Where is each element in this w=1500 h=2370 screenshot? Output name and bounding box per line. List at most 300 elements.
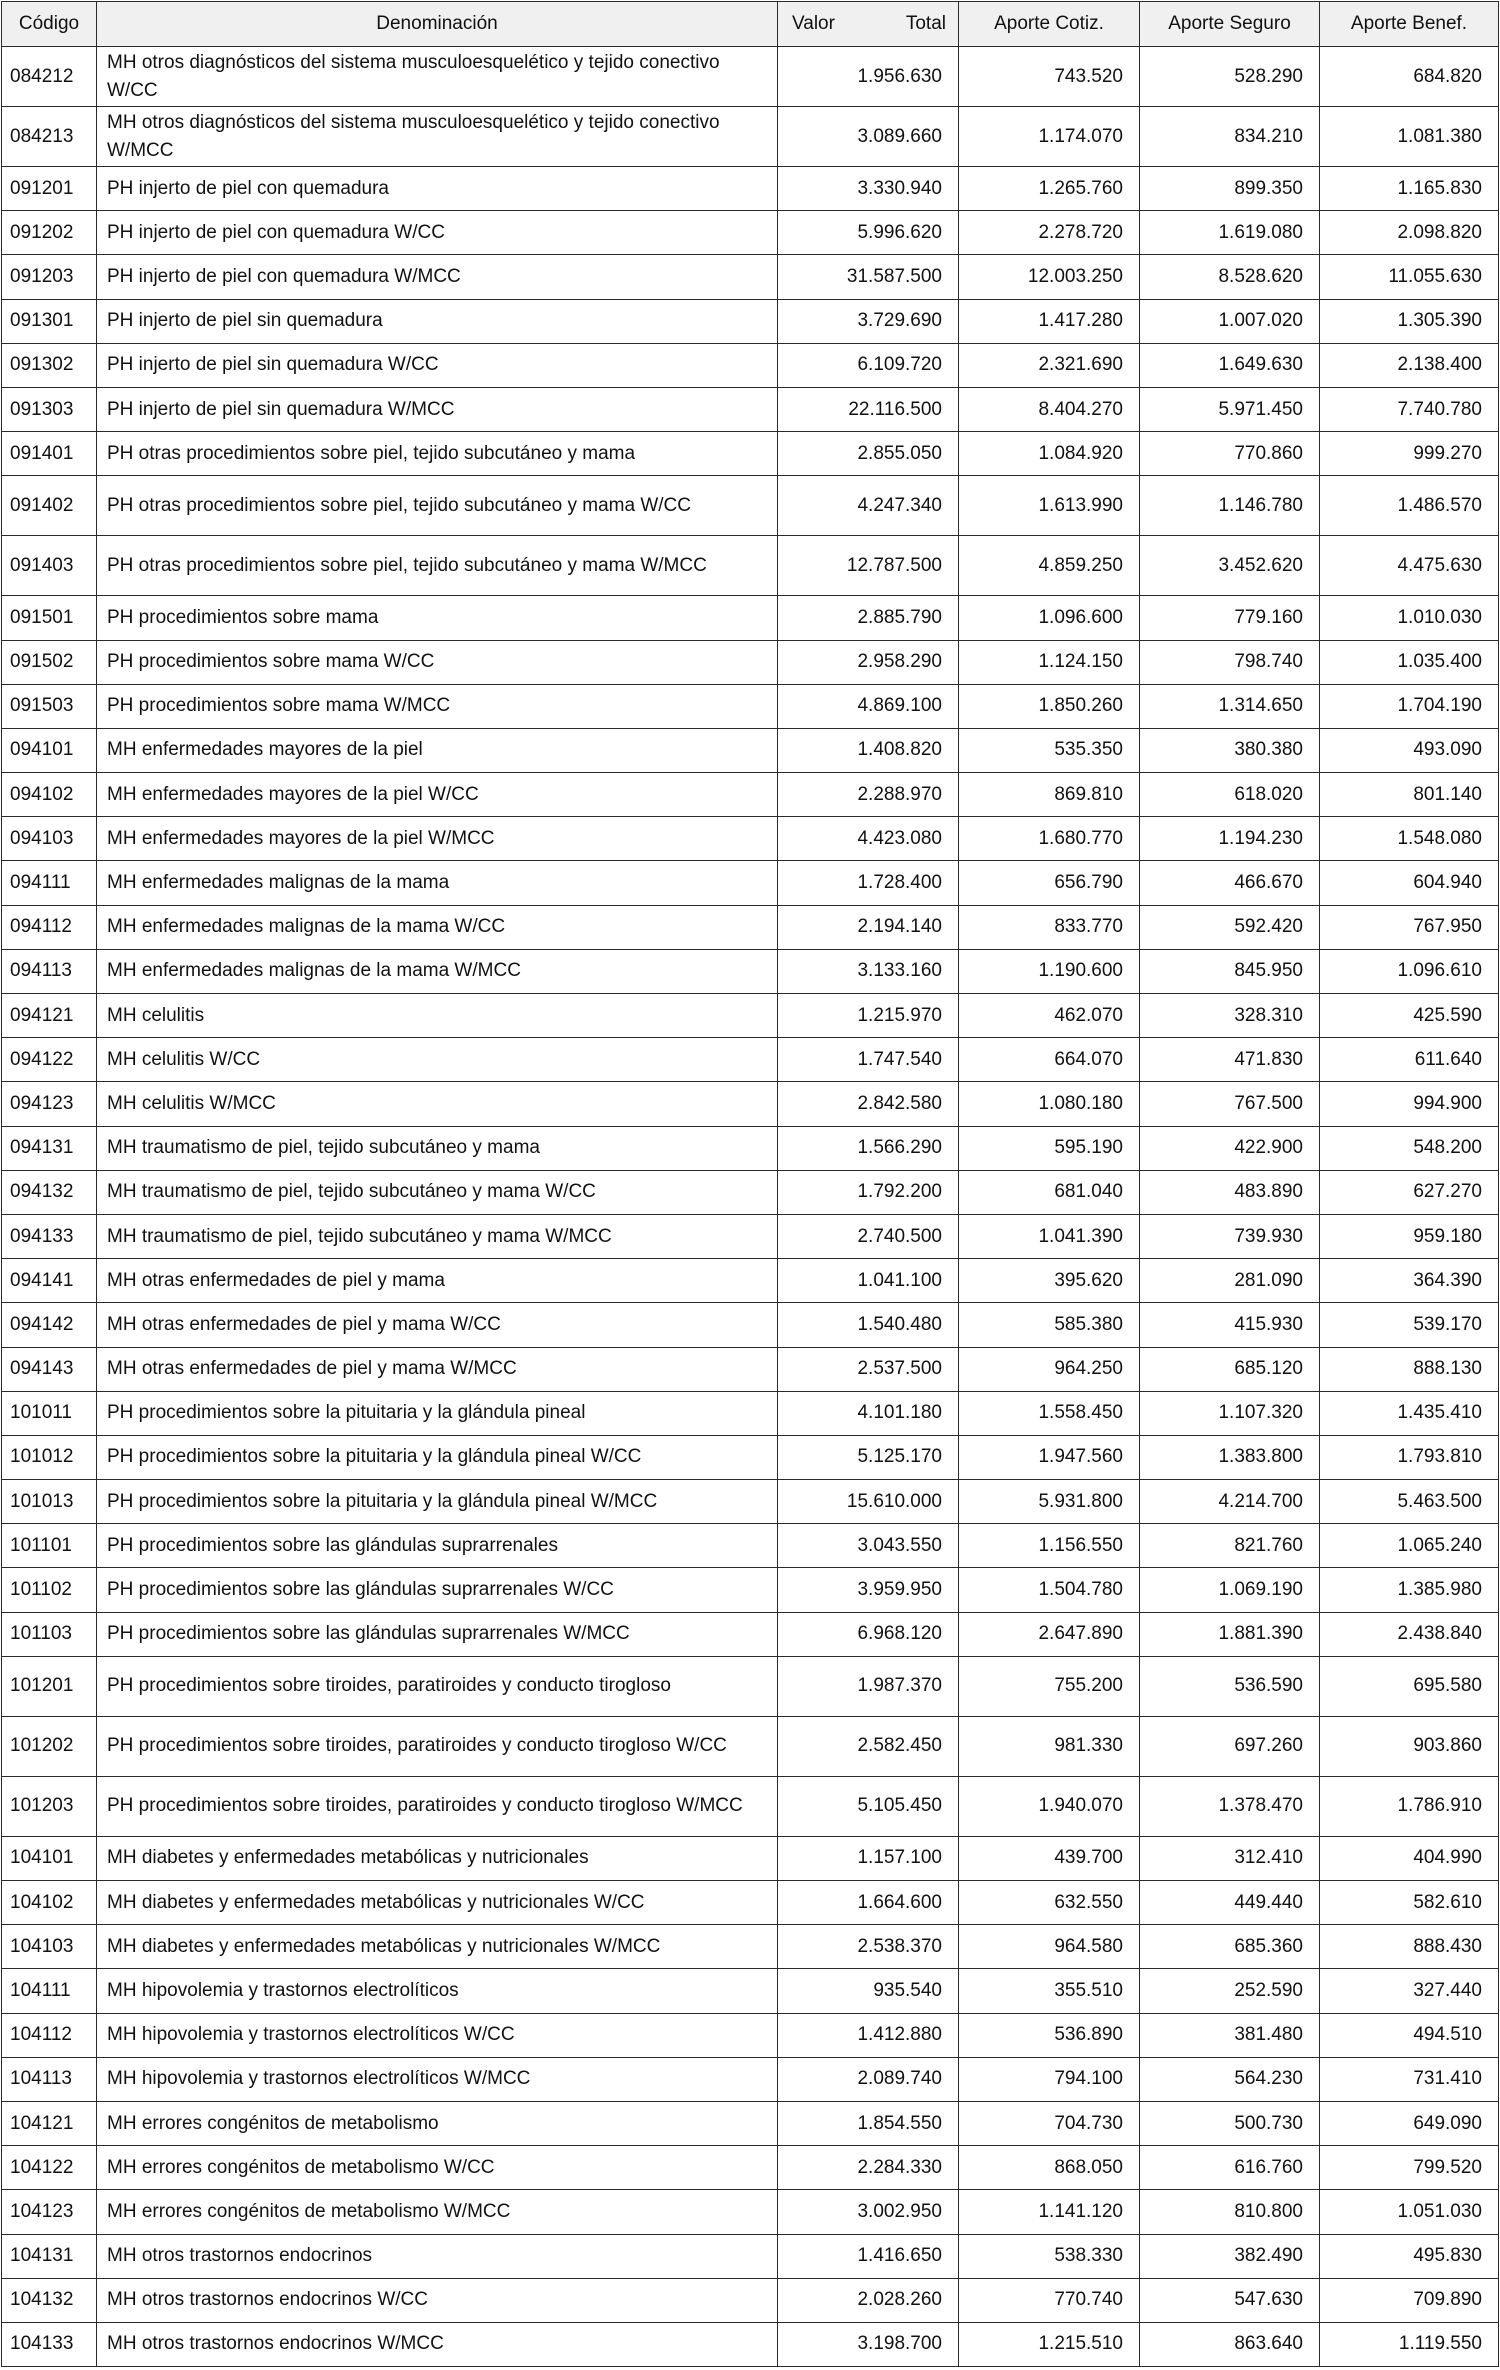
table-row	[2, 1969, 1499, 2013]
row-valor-total: 3.043.550	[778, 1524, 959, 1568]
header-total-label: Total	[905, 13, 946, 34]
table-row	[2, 2322, 1499, 2366]
row-valor-total: 4.101.180	[778, 1391, 959, 1435]
table-row	[2, 1303, 1499, 1347]
row-code: 101011	[2, 1391, 97, 1435]
row-code: 101013	[2, 1480, 97, 1524]
row-valor-total: 3.002.950	[778, 2190, 959, 2234]
row-aporte-seguro: 471.830	[1140, 1038, 1320, 1082]
row-code: 091201	[2, 167, 97, 211]
row-valor-total: 6.968.120	[778, 1612, 959, 1656]
row-aporte-seguro: 685.360	[1140, 1925, 1320, 1969]
row-aporte-seguro: 528.290	[1140, 47, 1320, 107]
row-denominacion: PH injerto de piel con quemadura W/CC	[97, 211, 778, 255]
row-denominacion: MH enfermedades malignas de la mama W/MCC	[97, 949, 778, 993]
row-aporte-benef: 1.435.410	[1320, 1391, 1499, 1435]
row-aporte-benef: 493.090	[1320, 728, 1499, 772]
row-valor-total: 3.729.690	[778, 299, 959, 343]
row-valor-total: 1.540.480	[778, 1303, 959, 1347]
row-aporte-benef: 903.860	[1320, 1716, 1499, 1776]
row-aporte-cotiz: 1.680.770	[959, 817, 1140, 861]
row-aporte-cotiz: 439.700	[959, 1836, 1140, 1880]
row-denominacion: MH otros trastornos endocrinos W/MCC	[97, 2322, 778, 2366]
row-aporte-benef: 1.051.030	[1320, 2190, 1499, 2234]
row-aporte-seguro: 1.107.320	[1140, 1391, 1320, 1435]
row-denominacion: MH diabetes y enfermedades metabólicas y nutricionales W/CC	[97, 1881, 778, 1925]
header-code: Código	[2, 2, 97, 47]
row-aporte-benef: 1.119.550	[1320, 2322, 1499, 2366]
row-denominacion: MH diabetes y enfermedades metabólicas y nutricionales W/MCC	[97, 1925, 778, 1969]
row-aporte-seguro: 312.410	[1140, 1836, 1320, 1880]
row-aporte-benef: 627.270	[1320, 1170, 1499, 1214]
table-row	[2, 1776, 1499, 1836]
row-denominacion: PH procedimientos sobre mama	[97, 596, 778, 640]
row-aporte-benef: 7.740.780	[1320, 387, 1499, 431]
row-denominacion: PH otras procedimientos sobre piel, tejido subcutáneo y mama W/MCC	[97, 536, 778, 596]
row-valor-total: 1.412.880	[778, 2013, 959, 2057]
row-aporte-benef: 1.081.380	[1320, 107, 1499, 167]
row-aporte-seguro: 697.260	[1140, 1716, 1320, 1776]
row-aporte-cotiz: 833.770	[959, 905, 1140, 949]
row-code: 091403	[2, 536, 97, 596]
row-valor-total: 3.089.660	[778, 107, 959, 167]
row-denominacion: PH procedimientos sobre tiroides, paratiroides y conducto tirogloso W/MCC	[97, 1776, 778, 1836]
row-aporte-cotiz: 462.070	[959, 994, 1140, 1038]
row-aporte-seguro: 863.640	[1140, 2322, 1320, 2366]
row-aporte-benef: 494.510	[1320, 2013, 1499, 2057]
row-aporte-seguro: 5.971.450	[1140, 387, 1320, 431]
row-valor-total: 31.587.500	[778, 255, 959, 299]
row-aporte-benef: 495.830	[1320, 2234, 1499, 2278]
row-aporte-seguro: 685.120	[1140, 1347, 1320, 1391]
row-aporte-seguro: 415.930	[1140, 1303, 1320, 1347]
row-valor-total: 6.109.720	[778, 343, 959, 387]
row-code: 094103	[2, 817, 97, 861]
row-aporte-seguro: 821.760	[1140, 1524, 1320, 1568]
row-aporte-benef: 425.590	[1320, 994, 1499, 1038]
row-valor-total: 2.288.970	[778, 773, 959, 817]
row-aporte-benef: 1.548.080	[1320, 817, 1499, 861]
row-denominacion: PH procedimientos sobre mama W/MCC	[97, 684, 778, 728]
row-code: 104132	[2, 2278, 97, 2322]
row-denominacion: MH hipovolemia y trastornos electrolíticos	[97, 1969, 778, 2013]
row-aporte-cotiz: 1.417.280	[959, 299, 1140, 343]
row-aporte-cotiz: 5.931.800	[959, 1480, 1140, 1524]
row-aporte-benef: 2.138.400	[1320, 343, 1499, 387]
row-valor-total: 2.582.450	[778, 1716, 959, 1776]
row-aporte-seguro: 380.380	[1140, 728, 1320, 772]
row-aporte-seguro: 281.090	[1140, 1259, 1320, 1303]
row-aporte-cotiz: 1.084.920	[959, 432, 1140, 476]
row-denominacion: PH procedimientos sobre la pituitaria y la glándula pineal	[97, 1391, 778, 1435]
table-row	[2, 1038, 1499, 1082]
row-aporte-benef: 731.410	[1320, 2057, 1499, 2101]
row-aporte-cotiz: 1.190.600	[959, 949, 1140, 993]
table-row	[2, 343, 1499, 387]
row-denominacion: MH traumatismo de piel, tejido subcutáneo y mama	[97, 1126, 778, 1170]
row-aporte-seguro: 767.500	[1140, 1082, 1320, 1126]
row-valor-total: 2.885.790	[778, 596, 959, 640]
row-aporte-seguro: 382.490	[1140, 2234, 1320, 2278]
row-aporte-benef: 1.793.810	[1320, 1435, 1499, 1479]
row-valor-total: 2.284.330	[778, 2146, 959, 2190]
row-denominacion: MH celulitis	[97, 994, 778, 1038]
row-code: 094111	[2, 861, 97, 905]
row-aporte-cotiz: 1.504.780	[959, 1568, 1140, 1612]
row-denominacion: MH otros diagnósticos del sistema musculoesquelético y tejido conectivo W/MCC	[97, 107, 778, 167]
row-aporte-benef: 888.430	[1320, 1925, 1499, 1969]
row-code: 091302	[2, 343, 97, 387]
row-valor-total: 2.028.260	[778, 2278, 959, 2322]
row-aporte-cotiz: 1.041.390	[959, 1214, 1140, 1258]
row-code: 084212	[2, 47, 97, 107]
row-aporte-cotiz: 595.190	[959, 1126, 1140, 1170]
row-aporte-cotiz: 2.321.690	[959, 343, 1140, 387]
row-denominacion: PH otras procedimientos sobre piel, tejido subcutáneo y mama W/CC	[97, 476, 778, 536]
table-row	[2, 728, 1499, 772]
row-aporte-benef: 611.640	[1320, 1038, 1499, 1082]
row-aporte-benef: 1.385.980	[1320, 1568, 1499, 1612]
table-row	[2, 1568, 1499, 1612]
row-valor-total: 3.198.700	[778, 2322, 959, 2366]
row-aporte-benef: 548.200	[1320, 1126, 1499, 1170]
table-body	[2, 47, 1499, 2367]
row-aporte-seguro: 1.146.780	[1140, 476, 1320, 536]
row-aporte-cotiz: 535.350	[959, 728, 1140, 772]
row-aporte-benef: 994.900	[1320, 1082, 1499, 1126]
table-row	[2, 861, 1499, 905]
row-aporte-cotiz: 395.620	[959, 1259, 1140, 1303]
row-aporte-benef: 799.520	[1320, 2146, 1499, 2190]
row-valor-total: 4.423.080	[778, 817, 959, 861]
row-valor-total: 1.566.290	[778, 1126, 959, 1170]
row-aporte-benef: 1.065.240	[1320, 1524, 1499, 1568]
row-denominacion: MH enfermedades mayores de la piel	[97, 728, 778, 772]
table-row	[2, 2013, 1499, 2057]
row-denominacion: MH celulitis W/CC	[97, 1038, 778, 1082]
row-aporte-cotiz: 964.250	[959, 1347, 1140, 1391]
table-row	[2, 773, 1499, 817]
row-aporte-seguro: 4.214.700	[1140, 1480, 1320, 1524]
row-aporte-cotiz: 1.850.260	[959, 684, 1140, 728]
table-row	[2, 1480, 1499, 1524]
row-aporte-cotiz: 2.278.720	[959, 211, 1140, 255]
row-aporte-cotiz: 1.174.070	[959, 107, 1140, 167]
table-row	[2, 1391, 1499, 1435]
table-row	[2, 536, 1499, 596]
row-code: 104112	[2, 2013, 97, 2057]
row-code: 091303	[2, 387, 97, 431]
row-code: 104122	[2, 2146, 97, 2190]
row-aporte-seguro: 618.020	[1140, 773, 1320, 817]
row-aporte-seguro: 845.950	[1140, 949, 1320, 993]
row-code: 094141	[2, 1259, 97, 1303]
row-denominacion: MH traumatismo de piel, tejido subcutáneo y mama W/MCC	[97, 1214, 778, 1258]
row-code: 094121	[2, 994, 97, 1038]
row-aporte-seguro: 422.900	[1140, 1126, 1320, 1170]
row-denominacion: MH enfermedades mayores de la piel W/MCC	[97, 817, 778, 861]
row-denominacion: PH procedimientos sobre mama W/CC	[97, 640, 778, 684]
row-code: 091402	[2, 476, 97, 536]
row-denominacion: MH enfermedades malignas de la mama	[97, 861, 778, 905]
row-aporte-cotiz: 794.100	[959, 2057, 1140, 2101]
row-aporte-seguro: 1.383.800	[1140, 1435, 1320, 1479]
row-valor-total: 2.958.290	[778, 640, 959, 684]
row-aporte-cotiz: 656.790	[959, 861, 1140, 905]
row-valor-total: 1.728.400	[778, 861, 959, 905]
row-code: 104111	[2, 1969, 97, 2013]
row-aporte-cotiz: 869.810	[959, 773, 1140, 817]
row-code: 091401	[2, 432, 97, 476]
row-code: 094143	[2, 1347, 97, 1391]
table-row	[2, 47, 1499, 107]
row-valor-total: 935.540	[778, 1969, 959, 2013]
row-aporte-benef: 684.820	[1320, 47, 1499, 107]
header-aporte-cotiz: Aporte Cotiz.	[959, 2, 1140, 47]
row-aporte-seguro: 449.440	[1140, 1881, 1320, 1925]
row-aporte-seguro: 536.590	[1140, 1656, 1320, 1716]
table-row	[2, 2101, 1499, 2145]
row-aporte-benef: 999.270	[1320, 432, 1499, 476]
table-row	[2, 2190, 1499, 2234]
row-aporte-seguro: 252.590	[1140, 1969, 1320, 2013]
header-aporte-benef: Aporte Benef.	[1320, 2, 1499, 47]
row-denominacion: MH otras enfermedades de piel y mama	[97, 1259, 778, 1303]
row-aporte-benef: 1.486.570	[1320, 476, 1499, 536]
row-aporte-seguro: 1.007.020	[1140, 299, 1320, 343]
row-code: 101012	[2, 1435, 97, 1479]
row-aporte-benef: 364.390	[1320, 1259, 1499, 1303]
row-code: 084213	[2, 107, 97, 167]
table-row	[2, 2057, 1499, 2101]
table-row	[2, 1347, 1499, 1391]
row-aporte-cotiz: 1.096.600	[959, 596, 1140, 640]
header-valor-label: Valor	[792, 13, 835, 34]
row-denominacion: PH procedimientos sobre la pituitaria y la glándula pineal W/CC	[97, 1435, 778, 1479]
row-code: 094122	[2, 1038, 97, 1082]
table-row	[2, 1524, 1499, 1568]
row-code: 104103	[2, 1925, 97, 1969]
row-valor-total: 3.330.940	[778, 167, 959, 211]
row-aporte-cotiz: 1.141.120	[959, 2190, 1140, 2234]
row-denominacion: PH procedimientos sobre tiroides, paratiroides y conducto tirogloso W/CC	[97, 1716, 778, 1776]
table-row	[2, 2278, 1499, 2322]
row-aporte-cotiz: 1.947.560	[959, 1435, 1140, 1479]
row-denominacion: MH hipovolemia y trastornos electrolíticos W/MCC	[97, 2057, 778, 2101]
row-aporte-benef: 767.950	[1320, 905, 1499, 949]
row-valor-total: 15.610.000	[778, 1480, 959, 1524]
row-aporte-seguro: 328.310	[1140, 994, 1320, 1038]
row-aporte-seguro: 3.452.620	[1140, 536, 1320, 596]
row-code: 091301	[2, 299, 97, 343]
row-denominacion: MH errores congénitos de metabolismo	[97, 2101, 778, 2145]
row-denominacion: MH traumatismo de piel, tejido subcutáneo y mama W/CC	[97, 1170, 778, 1214]
table-row	[2, 1435, 1499, 1479]
row-valor-total: 2.089.740	[778, 2057, 959, 2101]
row-valor-total: 12.787.500	[778, 536, 959, 596]
row-aporte-seguro: 798.740	[1140, 640, 1320, 684]
row-code: 094131	[2, 1126, 97, 1170]
table-row	[2, 1716, 1499, 1776]
row-valor-total: 1.956.630	[778, 47, 959, 107]
row-aporte-benef: 649.090	[1320, 2101, 1499, 2145]
row-valor-total: 2.855.050	[778, 432, 959, 476]
row-denominacion: MH errores congénitos de metabolismo W/MCC	[97, 2190, 778, 2234]
table-row	[2, 1925, 1499, 1969]
row-code: 091203	[2, 255, 97, 299]
row-aporte-cotiz: 964.580	[959, 1925, 1140, 1969]
table-row	[2, 299, 1499, 343]
row-aporte-benef: 959.180	[1320, 1214, 1499, 1258]
row-code: 104102	[2, 1881, 97, 1925]
row-denominacion: MH celulitis W/MCC	[97, 1082, 778, 1126]
row-aporte-benef: 709.890	[1320, 2278, 1499, 2322]
row-aporte-seguro: 810.800	[1140, 2190, 1320, 2234]
row-code: 101103	[2, 1612, 97, 1656]
row-aporte-cotiz: 704.730	[959, 2101, 1140, 2145]
table-row	[2, 949, 1499, 993]
row-denominacion: MH enfermedades mayores de la piel W/CC	[97, 773, 778, 817]
row-code: 104101	[2, 1836, 97, 1880]
row-aporte-cotiz: 868.050	[959, 2146, 1140, 2190]
header-aporte-seguro: Aporte Seguro	[1140, 2, 1320, 47]
row-denominacion: MH errores congénitos de metabolismo W/CC	[97, 2146, 778, 2190]
row-aporte-cotiz: 770.740	[959, 2278, 1140, 2322]
row-aporte-seguro: 1.069.190	[1140, 1568, 1320, 1612]
row-denominacion: PH procedimientos sobre la pituitaria y la glándula pineal W/MCC	[97, 1480, 778, 1524]
row-aporte-benef: 404.990	[1320, 1836, 1499, 1880]
row-valor-total: 1.408.820	[778, 728, 959, 772]
row-denominacion: PH procedimientos sobre las glándulas suprarrenales W/CC	[97, 1568, 778, 1612]
row-denominacion: PH procedimientos sobre tiroides, paratiroides y conducto tirogloso	[97, 1656, 778, 1716]
row-aporte-cotiz: 743.520	[959, 47, 1140, 107]
row-aporte-cotiz: 1.124.150	[959, 640, 1140, 684]
table-row	[2, 432, 1499, 476]
row-aporte-cotiz: 1.156.550	[959, 1524, 1140, 1568]
table-row	[2, 1259, 1499, 1303]
table-row	[2, 1214, 1499, 1258]
row-aporte-cotiz: 664.070	[959, 1038, 1140, 1082]
row-code: 091501	[2, 596, 97, 640]
row-aporte-benef: 888.130	[1320, 1347, 1499, 1391]
row-aporte-cotiz: 536.890	[959, 2013, 1140, 2057]
row-aporte-cotiz: 538.330	[959, 2234, 1140, 2278]
row-aporte-cotiz: 1.558.450	[959, 1391, 1140, 1435]
table-row	[2, 1126, 1499, 1170]
row-aporte-seguro: 834.210	[1140, 107, 1320, 167]
row-code: 101101	[2, 1524, 97, 1568]
table-row	[2, 255, 1499, 299]
row-aporte-cotiz: 2.647.890	[959, 1612, 1140, 1656]
row-code: 094113	[2, 949, 97, 993]
row-valor-total: 1.215.970	[778, 994, 959, 1038]
table-row	[2, 1656, 1499, 1716]
row-denominacion: MH otros trastornos endocrinos	[97, 2234, 778, 2278]
row-valor-total: 5.105.450	[778, 1776, 959, 1836]
row-valor-total: 3.959.950	[778, 1568, 959, 1612]
row-aporte-benef: 801.140	[1320, 773, 1499, 817]
row-denominacion: PH otras procedimientos sobre piel, tejido subcutáneo y mama	[97, 432, 778, 476]
table-row	[2, 684, 1499, 728]
row-valor-total: 2.842.580	[778, 1082, 959, 1126]
row-aporte-seguro: 1.378.470	[1140, 1776, 1320, 1836]
row-aporte-benef: 1.096.610	[1320, 949, 1499, 993]
row-aporte-benef: 1.010.030	[1320, 596, 1499, 640]
row-aporte-seguro: 1.314.650	[1140, 684, 1320, 728]
table-row	[2, 1170, 1499, 1214]
row-code: 094112	[2, 905, 97, 949]
table-row	[2, 1836, 1499, 1880]
row-denominacion: MH otras enfermedades de piel y mama W/MCC	[97, 1347, 778, 1391]
row-aporte-seguro: 466.670	[1140, 861, 1320, 905]
row-aporte-seguro: 500.730	[1140, 2101, 1320, 2145]
row-aporte-seguro: 739.930	[1140, 1214, 1320, 1258]
table-row	[2, 211, 1499, 255]
row-denominacion: MH hipovolemia y trastornos electrolíticos W/CC	[97, 2013, 778, 2057]
row-valor-total: 1.987.370	[778, 1656, 959, 1716]
row-code: 104113	[2, 2057, 97, 2101]
row-aporte-benef: 1.704.190	[1320, 684, 1499, 728]
row-aporte-benef: 2.098.820	[1320, 211, 1499, 255]
row-code: 104123	[2, 2190, 97, 2234]
row-aporte-benef: 1.035.400	[1320, 640, 1499, 684]
row-denominacion: MH diabetes y enfermedades metabólicas y nutricionales	[97, 1836, 778, 1880]
row-aporte-cotiz: 1.215.510	[959, 2322, 1140, 2366]
row-code: 101102	[2, 1568, 97, 1612]
table-row	[2, 1612, 1499, 1656]
row-aporte-benef: 582.610	[1320, 1881, 1499, 1925]
row-valor-total: 2.194.140	[778, 905, 959, 949]
row-valor-total: 2.538.370	[778, 1925, 959, 1969]
row-aporte-seguro: 1.881.390	[1140, 1612, 1320, 1656]
row-valor-total: 4.869.100	[778, 684, 959, 728]
row-valor-total: 2.740.500	[778, 1214, 959, 1258]
row-denominacion: PH procedimientos sobre las glándulas suprarrenales W/MCC	[97, 1612, 778, 1656]
row-valor-total: 1.416.650	[778, 2234, 959, 2278]
row-valor-total: 2.537.500	[778, 1347, 959, 1391]
row-aporte-cotiz: 8.404.270	[959, 387, 1140, 431]
row-code: 094142	[2, 1303, 97, 1347]
row-code: 101202	[2, 1716, 97, 1776]
row-aporte-cotiz: 355.510	[959, 1969, 1140, 2013]
row-code: 101201	[2, 1656, 97, 1716]
row-aporte-seguro: 899.350	[1140, 167, 1320, 211]
row-aporte-seguro: 770.860	[1140, 432, 1320, 476]
row-valor-total: 22.116.500	[778, 387, 959, 431]
row-denominacion: PH injerto de piel sin quemadura W/CC	[97, 343, 778, 387]
table-row	[2, 994, 1499, 1038]
row-aporte-seguro: 1.649.630	[1140, 343, 1320, 387]
row-code: 091502	[2, 640, 97, 684]
row-valor-total: 1.664.600	[778, 1881, 959, 1925]
row-aporte-seguro: 1.194.230	[1140, 817, 1320, 861]
row-denominacion: PH injerto de piel sin quemadura	[97, 299, 778, 343]
row-aporte-cotiz: 755.200	[959, 1656, 1140, 1716]
row-valor-total: 4.247.340	[778, 476, 959, 536]
header-valor-total	[778, 2, 959, 47]
row-aporte-cotiz: 681.040	[959, 1170, 1140, 1214]
header-name: Denominación	[97, 2, 778, 47]
row-aporte-benef: 2.438.840	[1320, 1612, 1499, 1656]
row-denominacion: PH injerto de piel sin quemadura W/MCC	[97, 387, 778, 431]
row-aporte-seguro: 483.890	[1140, 1170, 1320, 1214]
row-valor-total: 5.996.620	[778, 211, 959, 255]
row-aporte-cotiz: 1.265.760	[959, 167, 1140, 211]
row-aporte-cotiz: 4.859.250	[959, 536, 1140, 596]
header-row	[2, 2, 1499, 47]
row-aporte-cotiz: 12.003.250	[959, 255, 1140, 299]
row-code: 094101	[2, 728, 97, 772]
